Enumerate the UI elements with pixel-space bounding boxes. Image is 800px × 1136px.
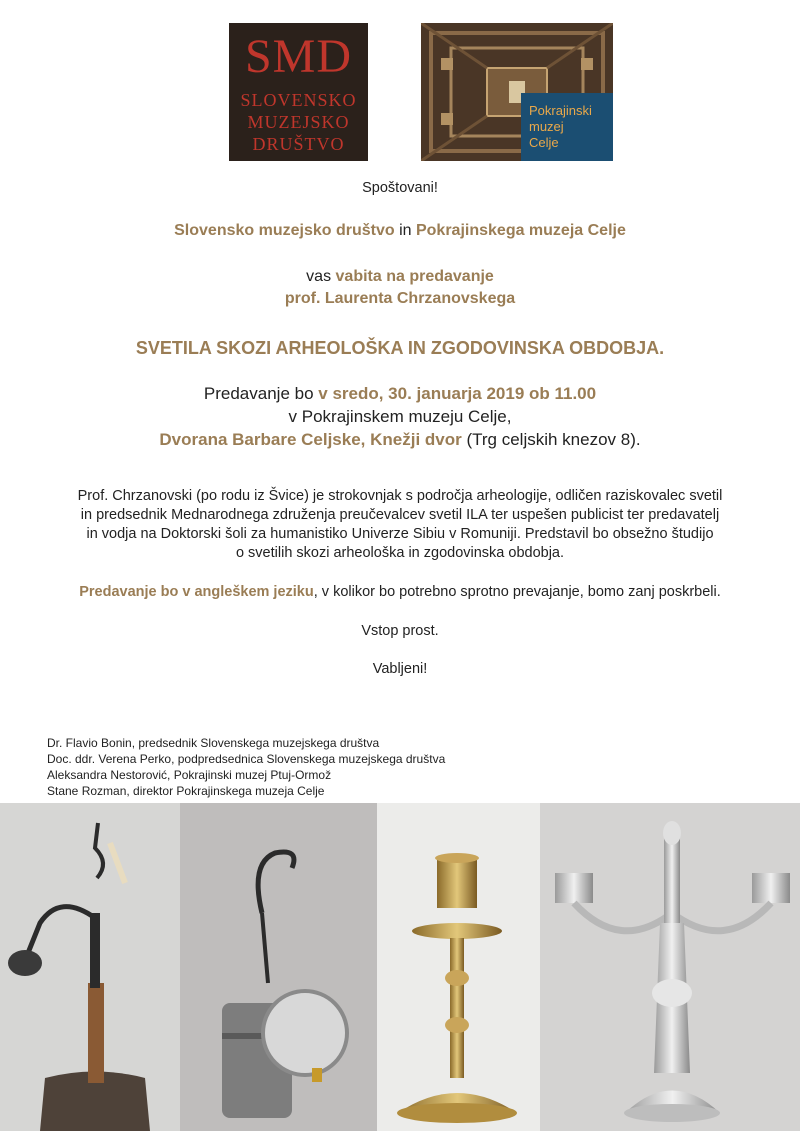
carbide-lamp-photo [180, 803, 377, 1131]
hall-line [0, 429, 800, 451]
language-line [0, 582, 800, 602]
hall-address: (Trg celjskih knezov 8). [461, 430, 641, 449]
speaker-name: prof. Laurenta Chrzanovskega [284, 290, 516, 307]
lecture-title: SVETILA SKOZI ARHEOLOŠKA IN ZGODOVINSKA OBDOBJA. [135, 338, 665, 358]
pmc-logo-line2: muzej [529, 119, 564, 134]
date-when: v sredo, 30. januarja 2019 ob 11.00 [318, 384, 597, 403]
date-pre: Predavanje bo [203, 384, 319, 403]
bio-line-3: in vodja na Doktorski šoli za humanistiko Univerze Sibiu v Romuniji. Predstavil bo obsežno študijo [86, 526, 714, 542]
hosts-line [0, 221, 800, 241]
smd-logo-line1: SLOVENSKO [240, 90, 357, 110]
pmc-logo-line3: Celje [529, 135, 559, 150]
iron-lamp-photo [0, 803, 180, 1131]
bio-line-2: in predsednik Mednarodnega združenja preučevalcev svetil ILA ter uspešen publicist ter predavatelj [80, 507, 720, 523]
pmc-logo [421, 23, 613, 161]
host-conjunction: in [394, 222, 416, 239]
signer-4: Stane Rozman, direktor Pokrajinskega muzeja Celje [47, 784, 325, 798]
lamp-photo-strip [0, 803, 800, 1131]
signer-3: Aleksandra Nestorović, Pokrajinski muzej Ptuj-Ormož [47, 768, 332, 782]
pmc-logo-line1: Pokrajinski [529, 103, 592, 118]
invite-highlight: vabita na predavanje [335, 268, 494, 285]
greeting: Spoštovani! [362, 180, 438, 196]
place-line: v Pokrajinskem muzeju Celje, [288, 407, 512, 426]
invite-pre: vas [306, 268, 336, 285]
smd-logo-line3: DRUŠTVO [252, 134, 345, 154]
brass-candlestick-photo [377, 803, 540, 1131]
smd-logo [229, 23, 368, 161]
language-highlight: Predavanje bo v angleškem jeziku [79, 584, 314, 600]
host-org-1: Slovensko muzejsko društvo [174, 222, 395, 239]
smd-logo-abbr: SMD [244, 30, 353, 83]
hall-name: Dvorana Barbare Celjske, Knežji dvor [159, 430, 462, 449]
signer-1: Dr. Flavio Bonin, predsednik Slovenskega muzejskega društva [47, 736, 380, 750]
entry-note: Vstop prost. [361, 623, 439, 639]
language-rest: , v kolikor bo potrebno sprotno prevajanje, bomo zanj poskrbeli. [313, 584, 721, 600]
silver-candelabrum-photo [540, 803, 800, 1131]
signers-list [47, 735, 445, 799]
lamp-photos-svg [0, 803, 800, 1131]
date-line [0, 383, 800, 405]
smd-logo-line2: MUZEJSKO [247, 112, 350, 132]
pmc-logo-label-box [521, 93, 613, 161]
bio-line-1: Prof. Chrzanovski (po rodu iz Švice) je strokovnjak s področja arheologije, odličen raziskovalec svetil [77, 488, 723, 504]
bio-line-4: o svetilih skozi arheološka in zgodovinska obdobja. [235, 545, 565, 561]
host-org-2: Pokrajinskega muzeja Celje [415, 222, 626, 239]
welcome-note: Vabljeni! [372, 661, 428, 677]
signer-2: Doc. ddr. Verena Perko, podpredsednica Slovenskega muzejskega društva [47, 752, 446, 766]
invite-line [0, 267, 800, 287]
